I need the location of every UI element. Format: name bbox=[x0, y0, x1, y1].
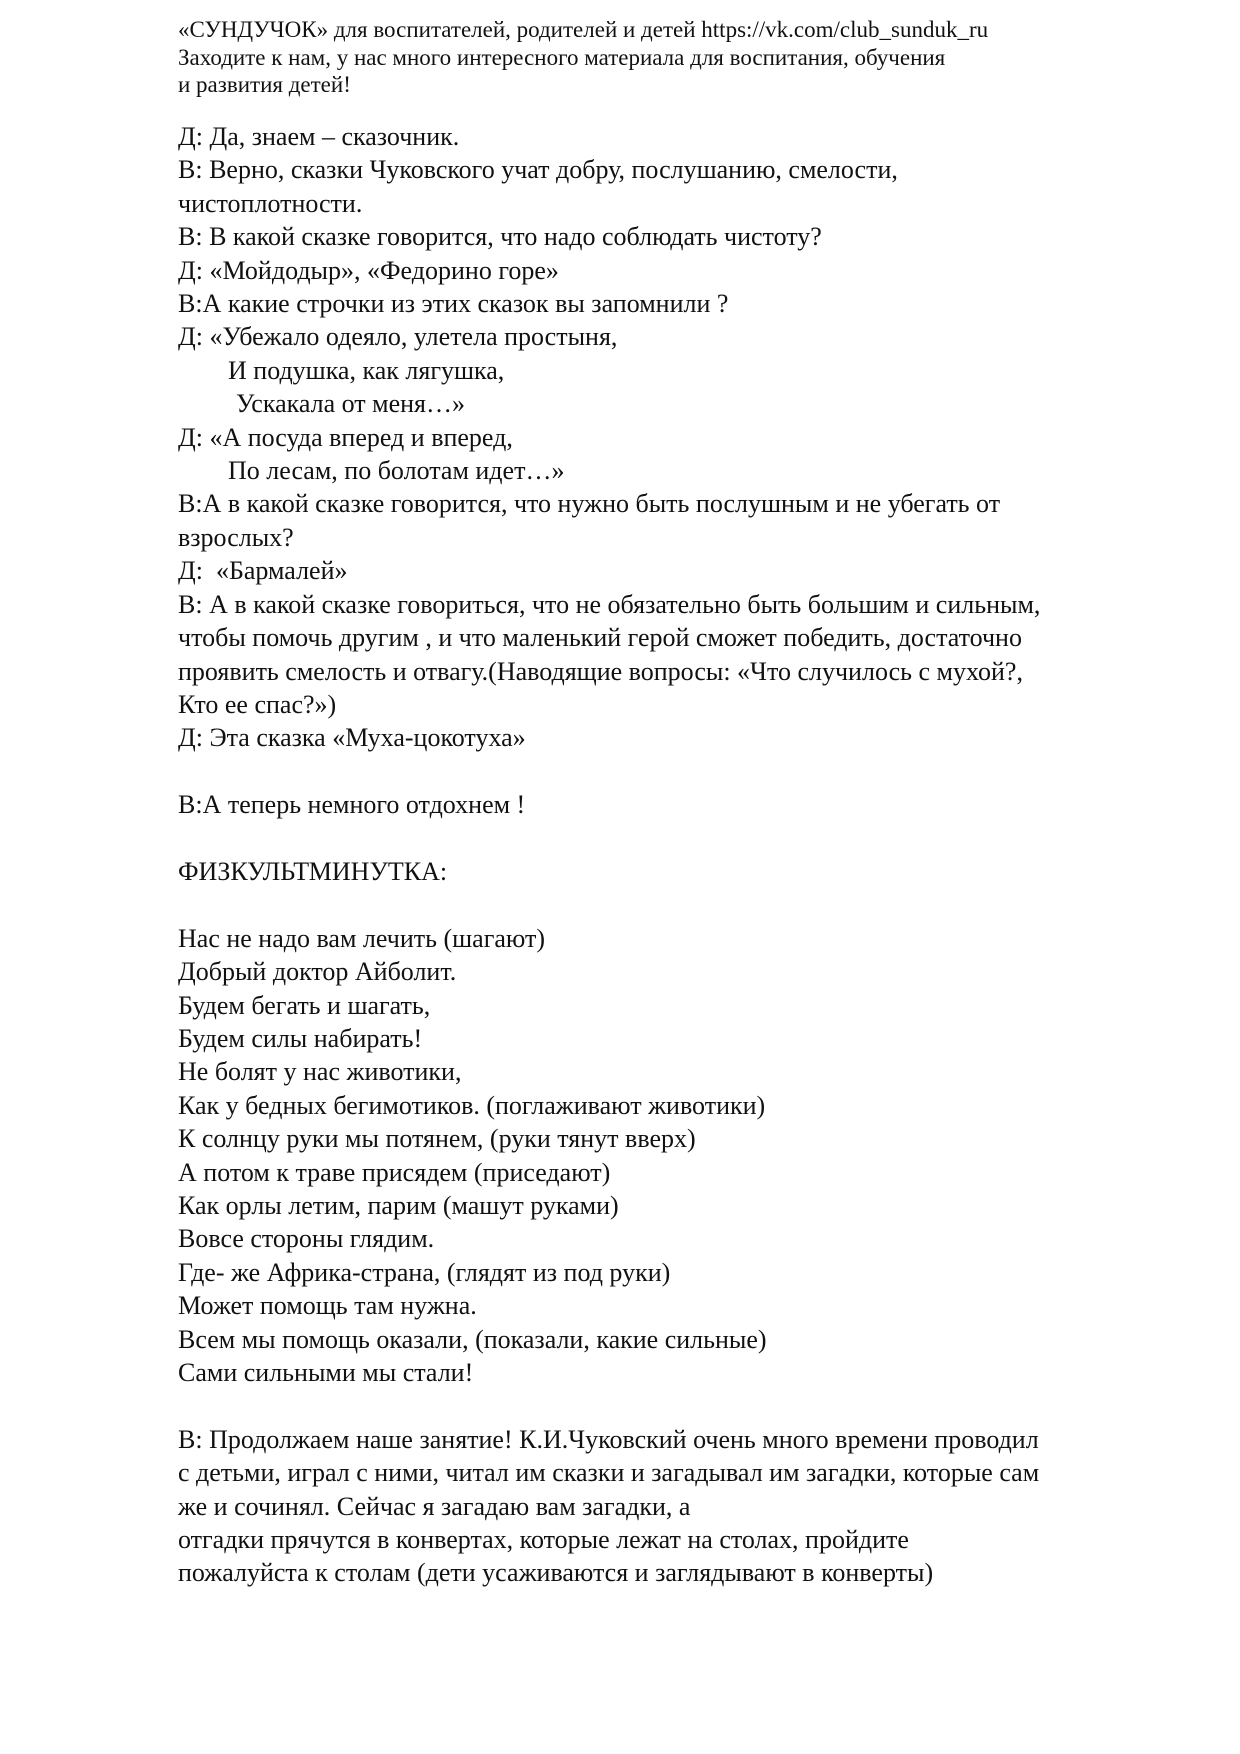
exercise-line: К солнцу руки мы потянем, (руки тянут вверх) bbox=[178, 1124, 696, 1154]
blank-line bbox=[178, 822, 1178, 855]
exercise-line: А потом к траве присядем (приседают) bbox=[178, 1157, 611, 1187]
dialogue-line: В: В какой сказке говорится, что надо соблюдать чистоту? bbox=[178, 222, 822, 252]
dialogue-line: В:А какие строчки из этих сказок вы запомнили ? bbox=[178, 289, 729, 319]
exercise-line: Добрый доктор Айболит. bbox=[178, 957, 457, 987]
header-line-2: Заходите к нам, у нас много интересного материала для воспитания, обучения bbox=[178, 44, 946, 70]
dialogue-line: Д: Да, знаем – сказочник. bbox=[178, 122, 460, 151]
exercise-line: Всем мы помощь оказали, (показали, какие сильные) bbox=[178, 1324, 767, 1354]
section-heading: ФИЗКУЛЬТМИНУТКА: bbox=[178, 856, 448, 886]
exercise-line: Будем силы набирать! bbox=[178, 1023, 423, 1053]
exercise-line: Вовсе стороны глядим. bbox=[178, 1224, 435, 1254]
blank-line bbox=[178, 888, 1178, 921]
exercise-line: Будем бегать и шагать, bbox=[178, 990, 431, 1020]
dialogue-line: Д: «А посуда вперед и вперед, bbox=[178, 422, 513, 452]
exercise-line: Где- же Африка-страна, (глядят из под руки) bbox=[178, 1257, 671, 1287]
poem-line: И подушка, как лягушка, bbox=[228, 355, 505, 385]
dialogue-line: Д: «Убежало одеяло, улетела простыня, bbox=[178, 322, 618, 352]
blank-line bbox=[178, 1389, 1178, 1422]
dialogue-line: чтобы помочь другим , и что маленький герой сможет победить, достаточно bbox=[178, 623, 1022, 653]
document-body bbox=[178, 120, 1178, 1590]
header-line-1: «СУНДУЧОК» для воспитателей, родителей и детей https://vk.com/club_sunduk_ru bbox=[178, 17, 989, 42]
dialogue-line: В:А в какой сказке говорится, что нужно быть послушным и не убегать от bbox=[178, 489, 1001, 519]
dialogue-line: В:А теперь немного отдохнем ! bbox=[178, 790, 526, 820]
dialogue-line: Д: «Бармалей» bbox=[178, 556, 348, 586]
dialogue-line: В: Продолжаем наше занятие! К.И.Чуковский очень много времени проводил bbox=[178, 1424, 1039, 1454]
dialogue-line: же и сочинял. Сейчас я загадаю вам загадки, а bbox=[178, 1491, 691, 1521]
dialogue-line: проявить смелость и отвагу.(Наводящие вопросы: «Что случилось с мухой?, bbox=[178, 656, 1023, 686]
exercise-line: Как орлы летим, парим (машут руками) bbox=[178, 1190, 619, 1220]
dialogue-line: чистоплотности. bbox=[178, 188, 363, 218]
dialogue-line: отгадки прячутся в конвертах, которые лежат на столах, пройдите bbox=[178, 1525, 909, 1554]
header-line-3: и развития детей! bbox=[178, 72, 351, 97]
dialogue-line: пожалуйста к столам (дети усаживаются и заглядывают в конверты) bbox=[178, 1558, 934, 1588]
dialogue-line: В: А в какой сказке говориться, что не обязательно быть большим и сильным, bbox=[178, 589, 1041, 619]
exercise-line: Как у бедных бегимотиков. (поглаживают животики) bbox=[178, 1090, 766, 1120]
page-header bbox=[178, 16, 1158, 99]
dialogue-line: Д: Эта сказка «Муха-цокотуха» bbox=[178, 723, 526, 753]
blank-line bbox=[178, 755, 1178, 788]
dialogue-line: с детьми, играл с ними, читал им сказки и загадывал им загадки, которые сам bbox=[178, 1458, 1040, 1488]
poem-line: По лесам, по болотам идет…» bbox=[228, 456, 565, 486]
exercise-line: Сами сильными мы стали! bbox=[178, 1357, 474, 1387]
poem-line: Ускакала от меня…» bbox=[236, 389, 466, 419]
dialogue-line: Кто ее спас?») bbox=[178, 689, 337, 719]
dialogue-line: Д: «Мойдодыр», «Федорино горе» bbox=[178, 255, 559, 285]
dialogue-line: взрослых? bbox=[178, 522, 294, 552]
exercise-line: Не болят у нас животики, bbox=[178, 1057, 462, 1087]
exercise-line: Нас не надо вам лечить (шагают) bbox=[178, 923, 546, 953]
exercise-line: Может помощь там нужна. bbox=[178, 1291, 477, 1321]
dialogue-line: В: Верно, сказки Чуковского учат добру, послушанию, смелости, bbox=[178, 155, 898, 185]
